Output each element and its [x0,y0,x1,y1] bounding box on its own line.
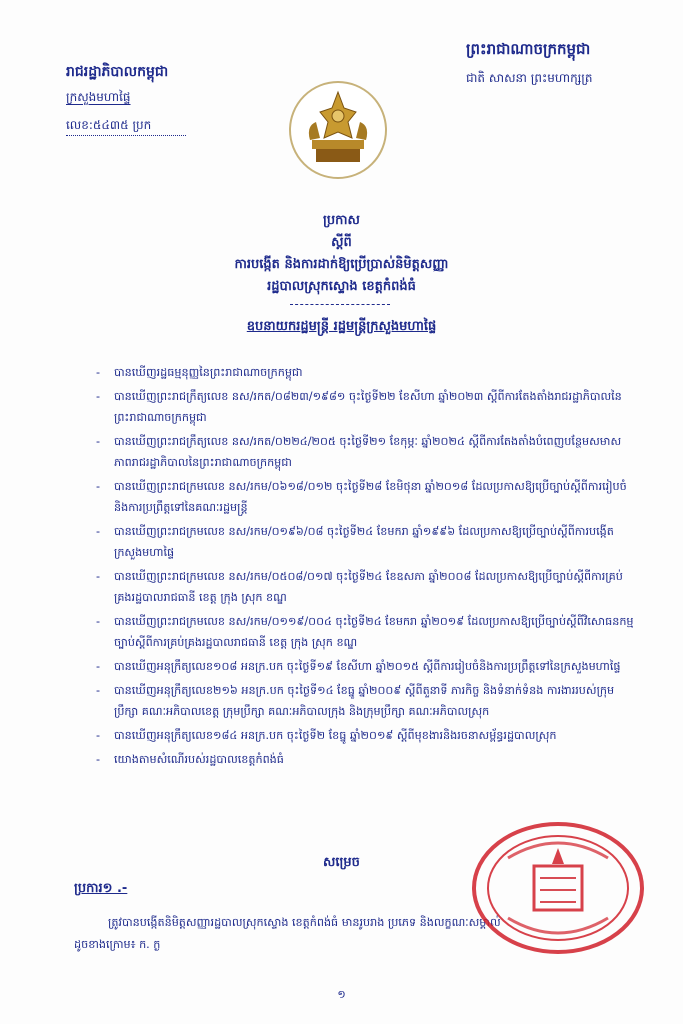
list-item: - បានឃើញអនុក្រឹត្យលេខ១០៨ អនក្រ.បក ចុះថ្ងៃទី១៩ ខែសីហា ឆ្នាំ២០១៥ ស្តីពីការរៀបចំនិងការប្រព្រឹត្តទៅនៃក្រសួងមហាផ្ទៃ [96,660,621,673]
issuer-title: ឧបនាយករដ្ឋមន្ត្រី រដ្ឋមន្ត្រីក្រសួងមហាផ្ទៃ [246,319,437,334]
kingdom-motto-block [466,40,646,88]
issuing-ministry-block [66,62,236,136]
list-item: - បានឃើញអនុក្រឹត្យលេខ១៨៤ អនក្រ.បក ចុះថ្ងៃទី២ ខែធ្នូ ឆ្នាំ២០១៩ ស្តីពីមុខងារនិងរចនាសម្ព័ន្ធរដ្ឋបាលស្រុក [96,729,557,742]
article-body-line: ដូចខាងក្រោម៖ ក. ក្ង [74,938,161,951]
legal-basis-list [96,362,636,773]
list-item: - បានឃើញព្រះរាជក្រមលេខ នស/រកម/០១១៩/០០៤ ចុះថ្ងៃទី២៤ ខែមករា ឆ្នាំ២០១៩ ដែលប្រកាសឱ្យប្រើច្បាប់ស្តីពីវិសោធនកម្មច្បាប់ស្តីពីការគ្រប់គ្រងរដ្ឋបាលរាជធានី ខេត្ត ក្រុង ស្រុក ខណ្ឌ [96,615,634,649]
document-subject-entity: រដ្ឋបាលស្រុកស្ទោង ខេត្តកំពង់ធំ [267,279,416,294]
ministry-name: ក្រសួងមហាផ្ទៃ [66,90,131,104]
page-number: ១ [337,988,346,1001]
list-item: - បានឃើញព្រះរាជក្រឹត្យលេខ នស/រកត/០៨២៣/១៩៨១ ចុះថ្ងៃទី២២ ខែសីហា ឆ្នាំ២០២៣ ស្តីពីការតែងតាំងរាជរដ្ឋាភិបាលនៃព្រះរាជាណាចក្រកម្ពុជា [96,390,622,424]
document-subject: ការបង្កើត និងការដាក់ឱ្យប្រើប្រាស់និមិត្តសញ្ញា [234,257,449,272]
ministry-emblem-icon [286,78,390,182]
article-body-line: ត្រូវបានបង្កើតនិមិត្តសញ្ញារដ្ឋបាលស្រុកស្ទោង ខេត្តកំពង់ធំ មានរូបរាង ប្រភេទ និងលក្ខណៈសម្គាល់ [108,916,501,929]
national-motto: ជាតិ សាសនា ព្រះមហាក្សត្រ [466,71,593,85]
subject-label: ស្តីពី [331,235,352,250]
official-seal-icon [468,818,648,958]
list-item: - យោងតាមសំណើរបស់រដ្ឋបាលខេត្តកំពង់ធំ [96,753,284,766]
article-label: ប្រការ១ .- [74,881,128,896]
list-item: - បានឃើញព្រះរាជក្រឹត្យលេខ នស/រកត/០២២៤/២០៥ ចុះថ្ងៃទី២១ ខែកុម្ភៈ ឆ្នាំ២០២៤ ស្តីពីការតែងតាំងបំពេញបន្ថែមសមាសភាពរាជរដ្ឋាភិបាលនៃព្រះរាជាណាចក្រកម្ពុជា [96,435,622,469]
list-item: - បានឃើញរដ្ឋធម្មនុញ្ញនៃព្រះរាជាណាចក្រកម្ពុជា [96,366,303,379]
list-item: - បានឃើញព្រះរាជក្រមលេខ នស/រកម/០៥០៨/០១៧ ចុះថ្ងៃទី២៤ ខែឧសភា ឆ្នាំ២០០៨ ដែលប្រកាសឱ្យប្រើច្បាប់ស្តីពីការគ្រប់គ្រងរដ្ឋបាលរាជធានី ខេត្ត ក្រុង ស្រុក ខណ្ឌ [96,570,623,604]
list-item: - បានឃើញព្រះរាជក្រមលេខ នស/រកម/០៦១៨/០១២ ចុះថ្ងៃទី២៨ ខែមិថុនា ឆ្នាំ២០១៨ ដែលប្រកាសឱ្យប្រើច្បាប់ស្តីពីការរៀបចំនិងការប្រព្រឹត្តទៅនៃគណៈរដ្ឋមន្ត្រី [96,480,627,514]
document-type: ប្រកាស [323,213,360,228]
title-divider [290,304,390,305]
document-number: លេខ:៥៤៣៥ ប្រក [66,117,186,136]
list-item: - បានឃើញព្រះរាជក្រមលេខ នស/រកម/០១៩៦/០៨ ចុះថ្ងៃទី២៤ ខែមករា ឆ្នាំ១៩៩៦ ដែលប្រកាសឱ្យប្រើច្បាប់ស្តីពីការបង្កើតក្រសួងមហាផ្ទៃ [96,525,614,559]
decision-heading: សម្រេច [323,855,360,870]
kingdom-name: ព្រះរាជាណាចក្រកម្ពុជា [466,40,591,58]
list-item: - បានឃើញអនុក្រឹត្យលេខ២១៦ អនក្រ.បក ចុះថ្ងៃទី១៤ ខែធ្នូ ឆ្នាំ២០០៩ ស្តីពីតួនាទី ភារកិច្ច និងទំនាក់ទំនង ការងាររបស់ក្រុមប្រឹក្សា គណៈអភិបាលខេត្ត ក្រុមប្រឹក្សា គណៈអភិបាលក្រុង និងក្រុមប្រឹក្សា គណៈអភិបាលស្រុក [96,684,615,718]
government-name: រាជរដ្ឋាភិបាលកម្ពុជា [66,64,169,80]
